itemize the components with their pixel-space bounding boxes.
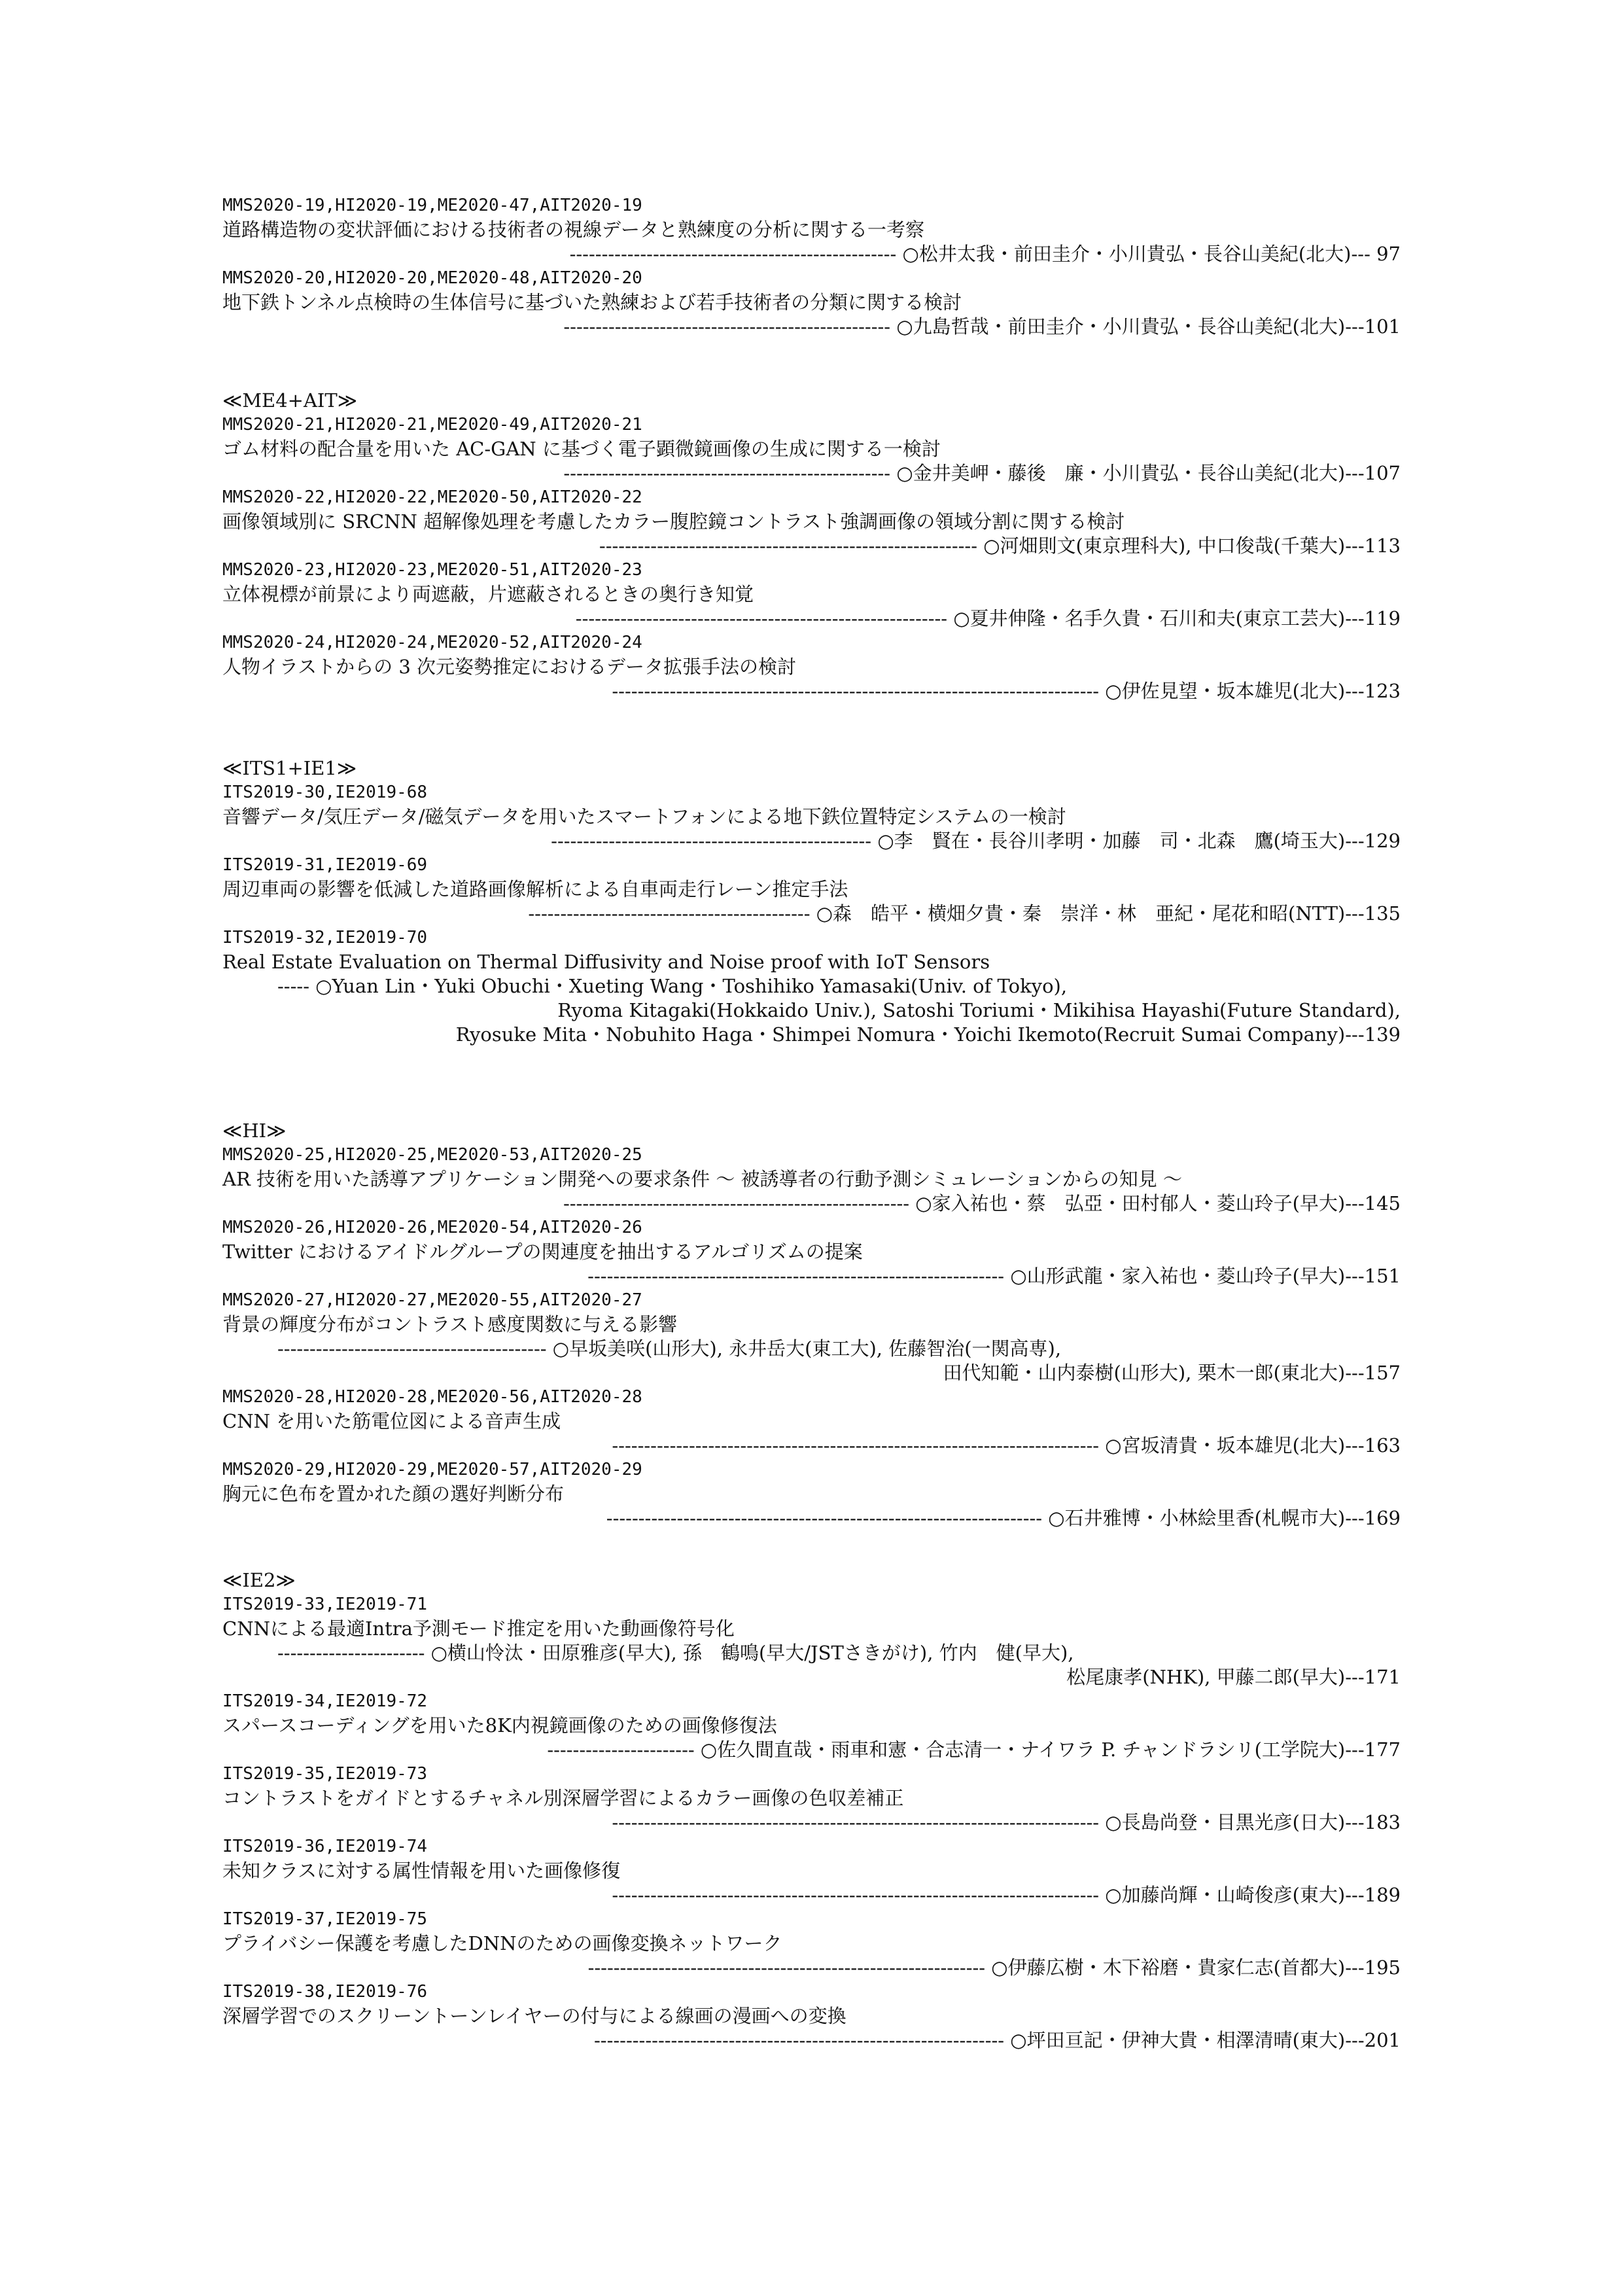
paper-title: 深層学習でのスクリーントーンレイヤーの付与による線画の漫画への変換 bbox=[222, 2005, 846, 2027]
author-line: ------------------------------------------------------ ○家入祐也・蔡 弘亞・田村郁人・菱山玲子(早大)---145 bbox=[563, 1192, 1401, 1214]
paper-id: ITS2019-37,IE2019-75 bbox=[222, 1909, 428, 1929]
paper-id: MMS2020-25,HI2020-25,ME2020-53,AIT2020-25 bbox=[222, 1145, 642, 1165]
author-line: ---------------------------------------------------------------------------- ○伊佐見望・坂本雄児(北大)---123 bbox=[612, 680, 1401, 702]
author-line: ----------------------- ○佐久間直哉・雨車和憲・合志清一・ナイワラ P. チャンドラシリ(工学院大)---177 bbox=[547, 1739, 1401, 1761]
author-line: ---------------------------------------------------------------------------- ○加藤尚輝・山崎俊彦(東大)---189 bbox=[612, 1884, 1401, 1906]
paper-title: 音響データ/気圧データ/磁気データを用いたスマートフォンによる地下鉄位置特定システムの一検討 bbox=[222, 805, 1066, 828]
paper-title: スパースコーディングを用いた8K内視鏡画像のための画像修復法 bbox=[222, 1714, 777, 1737]
author-line: --------------------------------------------------- ○九島哲哉・前田圭介・小川貴弘・長谷山美紀(北大)---101 bbox=[563, 315, 1401, 338]
author-line: ------------------------------------------ ○早坂美咲(山形大), 永井岳大(東工大), 佐藤智治(一関高専), bbox=[277, 1337, 1062, 1360]
author-line: Ryosuke Mita・Nobuhito Haga・Shimpei Nomura・Yoichi Ikemoto(Recruit Sumai Company)---139 bbox=[455, 1023, 1401, 1046]
paper-id: MMS2020-27,HI2020-27,ME2020-55,AIT2020-27 bbox=[222, 1290, 642, 1310]
paper-title: 画像領域別に SRCNN 超解像処理を考慮したカラー腹腔鏡コントラスト強調画像の領域分割に関する検討 bbox=[222, 510, 1125, 533]
paper-title: 道路構造物の変状評価における技術者の視線データと熟練度の分析に関する一考察 bbox=[222, 219, 925, 241]
section-header: ≪IE2≫ bbox=[222, 1569, 296, 1591]
paper-id: MMS2020-19,HI2020-19,ME2020-47,AIT2020-19 bbox=[222, 196, 642, 215]
paper-title: コントラストをガイドとするチャネル別深層学習によるカラー画像の色収差補正 bbox=[222, 1787, 904, 1809]
paper-id: ITS2019-32,IE2019-70 bbox=[222, 928, 428, 947]
paper-title: 未知クラスに対する属性情報を用いた画像修復 bbox=[222, 1860, 621, 1882]
paper-id: ITS2019-34,IE2019-72 bbox=[222, 1691, 428, 1711]
author-line: -------------------------------------------- ○森 皓平・横畑夕貴・秦 崇洋・林 亜紀・尾花和昭(NTT)---135 bbox=[528, 902, 1401, 925]
section-header: ≪ME4+AIT≫ bbox=[222, 389, 358, 412]
paper-id: MMS2020-23,HI2020-23,ME2020-51,AIT2020-23 bbox=[222, 560, 642, 580]
author-line: Ryoma Kitagaki(Hokkaido Univ.), Satoshi Toriumi・Mikihisa Hayashi(Future Standard), bbox=[557, 999, 1401, 1021]
paper-title: 胸元に色布を置かれた顔の選好判断分布 bbox=[222, 1483, 565, 1505]
paper-id: ITS2019-31,IE2019-69 bbox=[222, 855, 428, 875]
paper-title: Real Estate Evaluation on Thermal Diffusivity and Noise proof with IoT Sensors bbox=[222, 951, 990, 973]
paper-title: AR 技術を用いた誘導アプリケーション開発への要求条件 ～ 被誘導者の行動予測シミュレーションからの知見 ～ bbox=[222, 1168, 1183, 1190]
paper-id: MMS2020-26,HI2020-26,ME2020-54,AIT2020-26 bbox=[222, 1218, 642, 1237]
author-line: ----------------------------------------------------------------- ○山形武龍・家入祐也・菱山玲子(早大)---151 bbox=[587, 1265, 1401, 1287]
paper-title: 立体視標が前景により両遮蔽，片遮蔽されるときの奥行き知覚 bbox=[222, 583, 754, 605]
author-line: -------------------------------------------------------------- ○伊藤広樹・木下裕磨・貴家仁志(首都大)---195 bbox=[587, 1956, 1401, 1979]
paper-id: ITS2019-36,IE2019-74 bbox=[222, 1837, 428, 1856]
author-line: ---------------------------------------------------------------------------- ○宮坂清貴・坂本雄児(北大)---163 bbox=[612, 1434, 1401, 1457]
author-line: ----------------------- ○横山怜汰・田原雅彦(早大), 孫 鶴鳴(早大/JSTさきがけ), 竹内 健(早大), bbox=[277, 1642, 1074, 1664]
paper-title: 地下鉄トンネル点検時の生体信号に基づいた熟練および若手技術者の分類に関する検討 bbox=[222, 291, 962, 313]
paper-id: ITS2019-35,IE2019-73 bbox=[222, 1764, 428, 1784]
paper-id: MMS2020-24,HI2020-24,ME2020-52,AIT2020-24 bbox=[222, 633, 642, 652]
section-header: ≪ITS1+IE1≫ bbox=[222, 757, 357, 779]
author-line: ---------------------------------------------------------- ○夏井伸隆・名手久貴・石川和夫(東京工芸大)---119 bbox=[575, 607, 1401, 629]
author-line: 松尾康孝(NHK), 甲藤二郎(早大)---171 bbox=[1066, 1666, 1401, 1688]
paper-title: ゴム材料の配合量を用いた AC-GAN に基づく電子顕微鏡画像の生成に関する一検討 bbox=[222, 438, 941, 460]
paper-title: CNN を用いた筋電位図による音声生成 bbox=[222, 1410, 561, 1432]
author-line: 田代知範・山内泰樹(山形大), 栗木一郎(東北大)---157 bbox=[943, 1362, 1401, 1384]
author-line: ----------------------------------------------------------- ○河畑則文(東京理科大), 中口俊哉(千葉大)---113 bbox=[599, 535, 1401, 557]
paper-id: MMS2020-21,HI2020-21,ME2020-49,AIT2020-21 bbox=[222, 415, 642, 434]
paper-title: 周辺車両の影響を低減した道路画像解析による自車両走行レーン推定手法 bbox=[222, 878, 848, 900]
paper-title: プライバシー保護を考慮したDNNのための画像変換ネットワーク bbox=[222, 1932, 782, 1954]
paper-title: 背景の輝度分布がコントラスト感度関数に与える影響 bbox=[222, 1313, 678, 1335]
author-line: --------------------------------------------------- ○松井太我・前田圭介・小川貴弘・長谷山美紀(北大)--- 97 bbox=[569, 243, 1401, 265]
paper-title: 人物イラストからの 3 次元姿勢推定におけるデータ拡張手法の検討 bbox=[222, 656, 797, 678]
section-header: ≪HI≫ bbox=[222, 1120, 287, 1142]
author-line: -------------------------------------------------- ○李 賢在・長谷川孝明・加藤 司・北森 鷹(埼玉大)---129 bbox=[551, 830, 1401, 852]
author-line: ----- ○Yuan Lin・Yuki Obuchi・Xueting Wang・Toshihiko Yamasaki(Univ. of Tokyo), bbox=[277, 975, 1068, 997]
author-line: ---------------------------------------------------------------- ○坪田亘記・伊神大貴・相澤清晴(東大)---201 bbox=[593, 2029, 1401, 2051]
paper-id: ITS2019-33,IE2019-71 bbox=[222, 1595, 428, 1614]
paper-id: MMS2020-20,HI2020-20,ME2020-48,AIT2020-20 bbox=[222, 268, 642, 288]
paper-id: MMS2020-29,HI2020-29,ME2020-57,AIT2020-29 bbox=[222, 1460, 642, 1479]
paper-id: ITS2019-30,IE2019-68 bbox=[222, 783, 428, 802]
author-line: -------------------------------------------------------------------- ○石井雅博・小林絵里香(札幌市大)---169 bbox=[606, 1507, 1401, 1529]
paper-id: MMS2020-22,HI2020-22,ME2020-50,AIT2020-22 bbox=[222, 487, 642, 507]
paper-id: MMS2020-28,HI2020-28,ME2020-56,AIT2020-28 bbox=[222, 1387, 642, 1407]
paper-title: CNNによる最適Intra予測モード推定を用いた動画像符号化 bbox=[222, 1617, 735, 1640]
author-line: --------------------------------------------------- ○金井美岬・藤後 廉・小川貴弘・長谷山美紀(北大)---107 bbox=[563, 462, 1401, 484]
paper-id: ITS2019-38,IE2019-76 bbox=[222, 1982, 428, 2002]
paper-title: Twitter におけるアイドルグループの関連度を抽出するアルゴリズムの提案 bbox=[222, 1241, 863, 1263]
author-line: ---------------------------------------------------------------------------- ○長島尚登・目黒光彦(日大)---183 bbox=[612, 1811, 1401, 1833]
